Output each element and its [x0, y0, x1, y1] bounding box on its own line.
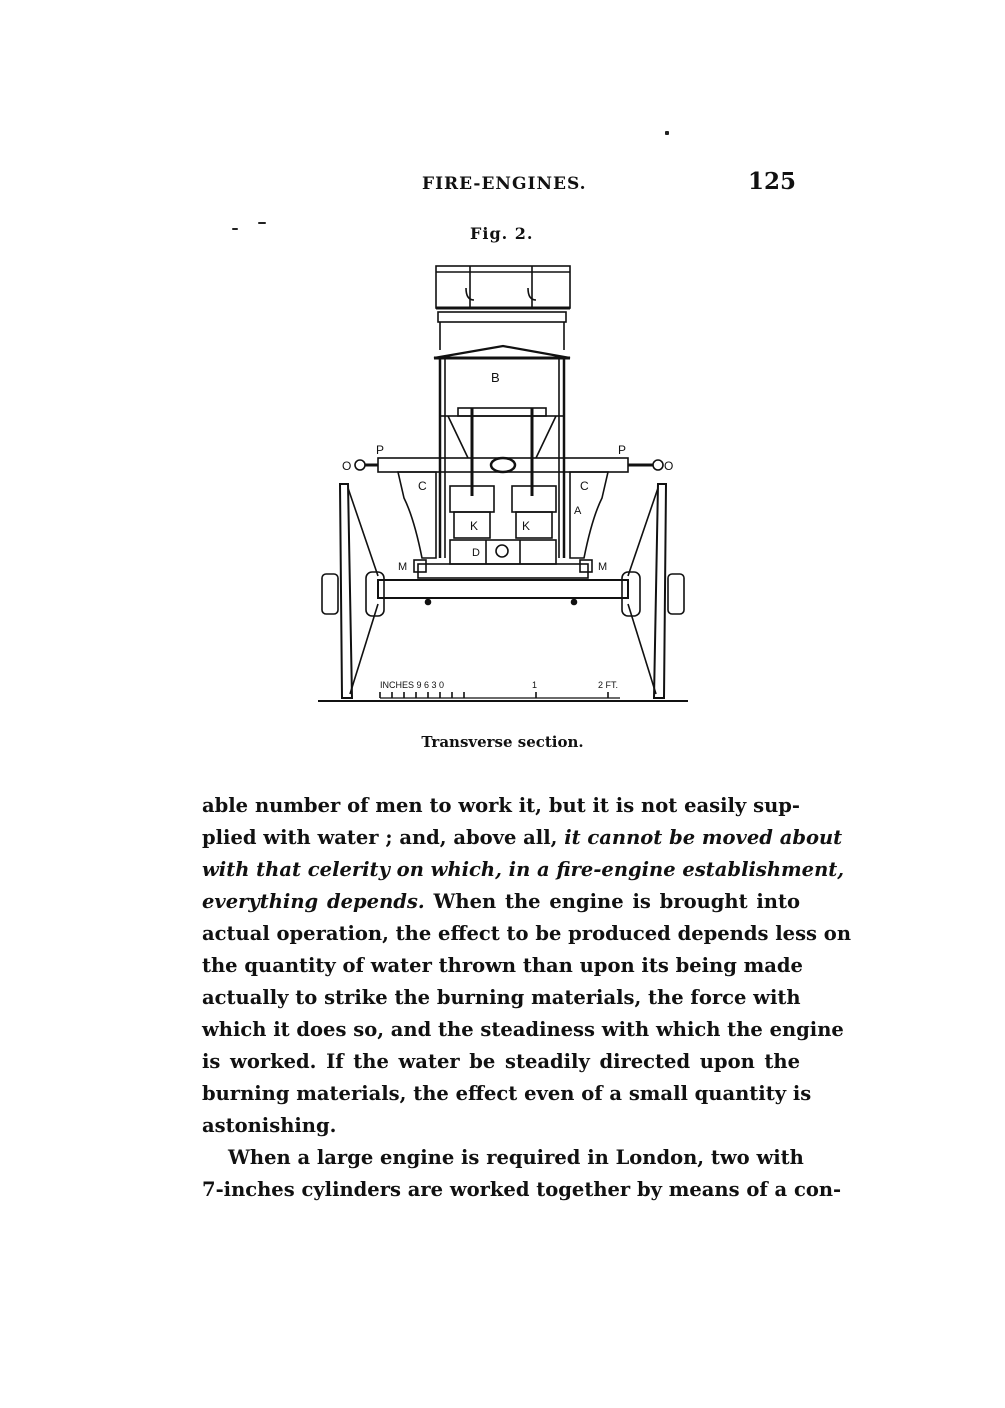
- italic-span: it cannot be moved about: [564, 826, 843, 849]
- label-C-right: C: [580, 479, 589, 493]
- text-line: [202, 822, 843, 854]
- figure-caption: Transverse section.: [421, 733, 584, 751]
- italic-span: with that celerity on which, in a fire-engine establishment,: [202, 858, 845, 881]
- text-line: which it does so, and the steadiness with which the engine: [202, 1018, 844, 1041]
- ink-speck: [665, 131, 669, 135]
- text-line: burning materials, the effect even of a small quantity is: [202, 1082, 812, 1105]
- fire-engine-transverse-section-figure: [318, 258, 688, 708]
- label-P-left: P: [376, 443, 385, 457]
- label-C-left: C: [418, 479, 427, 493]
- right-hub: [622, 572, 640, 616]
- running-title: FIRE-ENGINES.: [422, 174, 587, 194]
- label-M-right: M: [598, 561, 608, 573]
- body-text: [202, 790, 851, 1206]
- label-M-left: M: [398, 561, 408, 573]
- running-head: [200, 168, 800, 198]
- bottom-plate: [418, 564, 588, 578]
- text-span: plied with water ; and, above all,: [202, 826, 565, 849]
- right-hub-cap: [668, 574, 684, 614]
- cistern-roof: [434, 346, 570, 358]
- text-line: actually to strike the burning materials, the force with: [202, 986, 801, 1009]
- figure-label: Fig. 2.: [470, 224, 534, 243]
- right-wheel-rim: [654, 484, 666, 698]
- scale-inches-label: INCHES 9 6 3 0: [380, 680, 445, 690]
- text-line: astonishing.: [202, 1114, 337, 1137]
- text-line: 7-inches cylinders are worked together by means of a con-: [202, 1178, 842, 1201]
- label-A: A: [574, 505, 582, 517]
- scale-one-label: 1: [532, 680, 538, 690]
- axle: [378, 580, 628, 598]
- valve-chamber: [450, 540, 556, 564]
- text-line: When a large engine is required in London, two with: [228, 1146, 804, 1169]
- text-line: is worked. If the water be steadily directed upon the: [202, 1050, 800, 1073]
- label-K-right: K: [522, 519, 531, 533]
- right-cylinder-top: [512, 486, 556, 512]
- text-line: [202, 886, 800, 918]
- italic-span: everything depends.: [202, 890, 425, 913]
- left-wheel-rim: [340, 484, 352, 698]
- label-D: D: [472, 547, 480, 559]
- left-side-C: [398, 472, 436, 558]
- text-span: When the engine is brought into: [424, 890, 801, 913]
- ink-speck: [232, 228, 238, 230]
- left-hub-cap: [322, 574, 338, 614]
- right-handle-end: [653, 460, 663, 470]
- engine-drawing: [318, 258, 688, 708]
- handle-beam: [378, 458, 628, 472]
- scale-feet-label: 2 FT.: [598, 680, 619, 690]
- text-line: the quantity of water thrown than upon its being made: [202, 954, 803, 977]
- text-line: [202, 854, 845, 886]
- label-O-left: O: [342, 459, 352, 473]
- page-number: 125: [747, 168, 796, 195]
- ink-speck: [258, 222, 266, 224]
- left-handle-end: [355, 460, 365, 470]
- label-P-right: P: [618, 443, 627, 457]
- label-O-right: O: [664, 459, 674, 473]
- text-line: actual operation, the effect to be produced depends less on: [202, 922, 851, 945]
- text-line: able number of men to work it, but it is not easily sup-: [202, 794, 800, 817]
- label-K-left: K: [470, 519, 479, 533]
- label-B: B: [491, 370, 500, 385]
- left-hub: [366, 572, 384, 616]
